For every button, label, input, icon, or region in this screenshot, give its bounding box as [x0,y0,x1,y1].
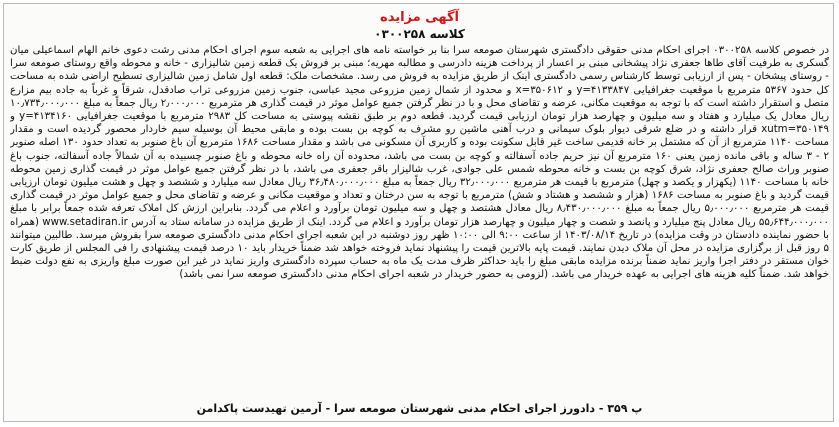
notice-title: آگهی مزایده [380,10,459,25]
file-number: کلاسه ۰۳۰۰۲۵۸ [374,27,465,41]
signature: پ ۳۵۹ - دادورز اجرای احکام مدنی شهرستان صومعه سرا - آرمین تهیدست پاکدامن [196,402,643,415]
notice-body-text: در خصوص کلاسه ۰۳۰۰۲۵۸ اجرای احکام مدنی حقوقی دادگستری شهرستان صومعه سرا بنا بر خواسته نامه های اجرایی به شعبه سوم اجرای احکام مدنی رشت دعوی خانم الهام اسماعیلی میان گسکری به طرفیت آقای طاها جعفری نژاد پیشخانی مبنی بر اعسار از پرداخت هزینه دادرسی و مطالبه مهریه؛ مبنی بر فروش یک قطعه زمین شالیزاری - خانه و محوطه واقع روستای صومعه سرا - روستای پیشخان - پس از ارزیابی توسط کارشناس رسمی دادگستری اینک از طریق مزایده به فروش می رسد. مشخصات ملک: قطعه اول شامل زمین شالیزاری تسطیح اراضی شده به مساحت کل حدود ۵۳۶۷ مترمربع با موقعیت جغرافیایی ۴۱۳۳۸۴۷=y و ۳۵۰۶۱۲=x و محدود از شمال زمین مزروعی مجید عباسی، جنوب زمین مزروعی تراب صادقدل، شرقاً و غرباً به جاده بیم مزارع متصل و استقرار داشته است که با توجه به موقعیت مکانی، عرضه و تقاضای محل و با در نظر گرفتن جمیع عوامل موثر در قیمت گذاری هر مترمربع ۲٫۰۰۰٫۰۰۰ ریال جمعاً به مبلغ ۱۰٫۷۳۴٫۰۰۰٫۰۰۰ ریال معادل یک میلیارد و هفتاد و سه میلیون و چهارصد هزار تومان ارزیابی قیمت گردید. قطعه دوم بر طبق نقشه پیوستی به مساحت کل ۲۹۸۳ مترمربع با موقعیت جغرافیایی ۴۱۳۴۱۶۰=y و ۳۵۰۱۴۹=xutm قرار داشته و در ضلع شرقی دیوار بلوک سیمانی و درب آهنی ماشین رو مشرف به کوچه بن بست بوده و مابقی محیط آن بوسیله سیم خاردار محصور گردیده است و مقدار مساحت ۱۱۴۰ مترمربع از آن که مشتمل بر خانه قدیمی ساخت غیر قابل سکونت بوده و کاربری آن مسکونی می باشد و مقدار مساحت ۱۶۸۶ مترمربع آن باغ صنوبر به تعداد حدود ۱۳۰ اصله صنوبر ۲ - ۳ ساله و باقی مانده زمین یعنی ۱۶۰ مترمربع آن نیز حریم جاده آسفالته و کوچه بن بست می باشد، محدوده آن راه خانه محوطه و باغ صنوبر چسبیده به آن شمالاً جاده آسفالته، جنوب باغ صنوبر وراث صالح جعفری نژاد، شرق کوچه بن بست و خانه محوطه شمس علی جوادی، غرب شالیزار باقر جعفری می باشد، با در نظر گرفتن جمیع عوامل موثر در قیمت گذاری زمین محوطه خانه با مساحت ۱۱۴۰ (یکهزار و یکصد و چهل) مترمربع با قیمت هر مترمربع ۳۲٫۰۰۰٫۰۰۰ ریال جمعاً به مبلغ ۳۶٫۴۸۰٫۰۰۰٫۰۰۰ ریال معادل سه میلیارد و ششصد و چهل و هشت میلیون تومان ارزیابی قیمت گردید و باغ صنوبر به مساحت ۱۶۸۶ (هزار و ششصد و هشتاد و شش) مترمربع با توجه به سن درختان و تعداد و موقعیت مکانی و عرضه و تقاضای محل و جمیع عوامل موثر در قیمت گذاری قیمت هر مترمربع ۵٫۰۰۰٫۰۰۰ ریال جمعاً به مبلغ ۸٫۴۳۰٫۰۰۰٫۰۰۰ ریال معادل هشتصد و چهل و سه میلیون تومان برآورد و اعلام می گردد. بنابراین ارزش کل املاک تعرفه شده جمعاً برابر با مبلغ ۵۵٫۶۴۴٫۰۰۰٫۰۰۰ ریال معادل پنج میلیارد و پانصد و شصت و چهار میلیون و چهارصد هزار تومان برآورد و اعلام می گردد. اینک از طریق مزایده در سامانه ستاد به آدرس www.setadiran.ir (همراه با حضور نماینده دادستان در وقت مزایده) در تاریخ ۱۴۰۳/۰۸/۱۴ از ساعت ۹:۰۰ الی ۱۰:۰۰ ظهر روز دوشنبه در این شعبه اجرای احکام مدنی دادگستری صومعه سرا بفروش میرسد. طالبین میتوانند ۵ روز قبل از برگزاری مزایده در محل آن ملاک دیدن نمایند. قیمت پایه بالاترین قیمت را پیشنهاد نماید فروخته خواهد شد ضمناً خریدار باید ۱۰ درصد قیمت پیشنهادی را فی المجلس از طریق کارت خوان مستقر در دفتر اجرا واریز نماید ضمناً برنده مزایده مابقی مبلغ را باید حداکثر ظرف مدت یک ماه به حساب سپرده دادگستری واریز نماید در غیر این صورت مبلغ واریزی به نفع دولت ضبط خواهد شد. ضمناً کلیه هزینه های اجرایی به عهده خریدار می باشد. (لزومی به حضور خریدار در شعبه اجرای احکام مدنی دادگستری صومعه سرا نمی باشد) [10,45,829,281]
notice-body [10,44,829,384]
